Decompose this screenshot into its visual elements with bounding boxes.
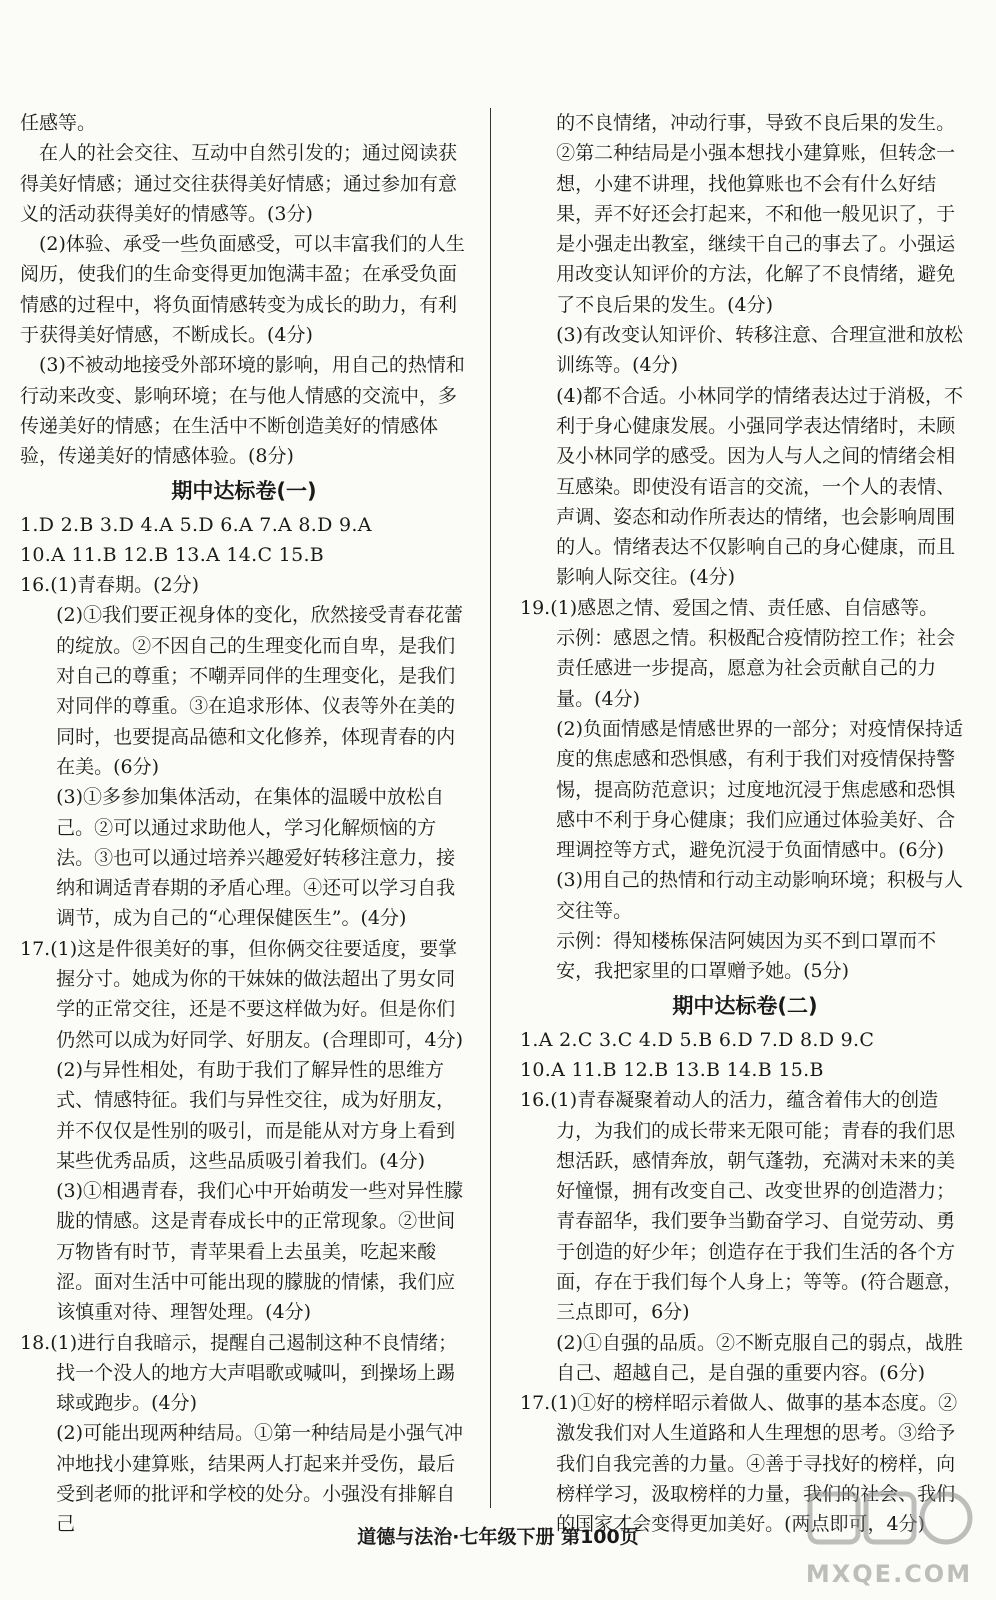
- answer-paragraph: 18.(1)进行自我暗示，提醒自己遏制这种不良情绪；找一个没人的地方大声唱歌或喊叫，到操场上踢球或跑步。(4分): [20, 1331, 458, 1415]
- watermark-text: MXQE.COM: [805, 1560, 973, 1588]
- watermark-icon: [804, 1488, 974, 1558]
- answer-paragraph: 17.(1)①好的榜样昭示着做人、做事的基本态度。②激发我们对人生道路和人生理想的思考。③给予我们自我完善的力量。④善于寻找好的榜样，向榜样学习，汲取榜样的力量，我们的社会、我们的国家才会变得更加美好。(两点即可，4分): [520, 1392, 958, 1536]
- answer-key-line: 10.A 11.B 12.B 13.A 14.C 15.B: [20, 543, 325, 566]
- answer-paragraph: 任感等。: [20, 112, 97, 134]
- answer-paragraph: (3)有改变认知评价、转移注意、合理宣泄和放松训练等。(4分): [556, 324, 964, 377]
- answer-paragraph: (3)①相遇青春，我们心中开始萌发一些对异性朦胧的情感。这是青春成长中的正常现象。②世间万物皆有时节，青苹果看上去虽美，吃起来酸涩。面对生活中可能出现的朦胧的情愫，我们应该慎重对待、理智处理。(4分): [56, 1180, 464, 1324]
- answer-paragraph: (2)体验、承受一些负面感受，可以丰富我们的人生阅历，使我们的生命变得更加饱满丰盈；在承受负面情感的过程中，将负面情感转变为成长的助力，有利于获得美好情感，不断成长。(4分): [20, 233, 465, 347]
- answer-paragraph: (3)用自己的热情和行动主动影响环境；积极与人交往等。: [556, 869, 964, 922]
- answer-paragraph: 示例：感恩之情。积极配合疫情防控工作；社会责任感进一步提高，愿意为社会贡献自己的力量。(4分): [556, 627, 956, 710]
- answer-paragraph: (2)可能出现两种结局。①第一种结局是小强气冲冲地找小建算账，结果两人打起来并受伤，最后受到老师的批评和学校的处分。小强没有排解自己: [56, 1422, 464, 1536]
- answer-paragraph: 的不良情绪，冲动行事，导致不良后果的发生。②第二种结局是小强本想找小建算账，但转念一想，小建不讲理，找他算账也不会有什么好结果，弄不好还会打起来，不和他一般见识了，于是小强走出教室，继续干自己的事去了。小强运用改变认知评价的方法，化解了不良情绪，避免了不良后果的发生。(4分): [556, 112, 956, 316]
- answer-paragraph: 16.(1)青春期。(2分): [20, 574, 200, 597]
- answer-paragraph: 19.(1)感恩之情、爱国之情、责任感、自信感等。: [520, 596, 939, 619]
- column-divider: [490, 108, 491, 1508]
- left-column: [20, 108, 468, 1540]
- answer-paragraph: (2)与异性相处，有助于我们了解异性的思维方式、情感特征。我们与异性交往，成为好朋友，并不仅仅是性别的吸引，而是能从对方身上看到某些优秀品质，这些品质吸引着我们。(4分): [56, 1058, 456, 1172]
- answer-paragraph: 17.(1)这是件很美好的事，但你俩交往要适度，要掌握分寸。她成为你的干妹妹的做法超出了男女同学的正常交往，还是不要这样做为好。但是你们仍然可以成为好同学、好朋友。(合理即可，4分): [20, 937, 464, 1051]
- answer-paragraph: 示例：得知楼栋保洁阿姨因为买不到口罩而不安，我把家里的口罩赠予她。(5分): [556, 930, 937, 983]
- section-heading: 期中达标卷(二): [672, 993, 818, 1018]
- answer-key-line: 1.D 2.B 3.D 4.A 5.D 6.A 7.A 8.D 9.A: [20, 513, 372, 536]
- answer-paragraph: 在人的社会交往、互动中自然引发的；通过阅读获得美好情感；通过交往获得美好情感；通过参加有意义的活动获得美好的情感等。(3分): [20, 142, 458, 225]
- answer-paragraph: 16.(1)青春凝聚着动人的活力，蕴含着伟大的创造力，为我们的成长带来无限可能；青春的我们思想活跃，感情奔放，朝气蓬勃，充满对未来的美好憧憬，拥有改变自己、改变世界的创造潜力；青春韶华，我们要争当勤奋学习、自觉劳动、勇于创造的好少年；创造存在于我们生活的各个方面，存在于我们每个人身上；等等。(符合题意，三点即可，6分): [520, 1089, 963, 1324]
- answer-paragraph: (2)负面情感是情感世界的一部分；对疫情保持适度的焦虑感和恐惧感，有利于我们对疫情保持警惕，提高防范意识；过度地沉浸于焦虑感和恐惧感中不利于身心健康；我们应通过体验美好、合理调控等方式，避免沉浸于负面情感中。(6分): [556, 717, 964, 862]
- answer-paragraph: (4)都不合适。小林同学的情绪表达过于消极，不利于身心健康发展。小强同学表达情绪时，未顾及小林同学的感受。因为人与人之间的情绪会相互感染。即使没有语言的交流，一个人的表情、声调、姿态和动作所表达的情绪，也会影响周围的人。情绪表达不仅影响自己的身心健康，而且影响人际交往。(4分): [556, 384, 964, 589]
- answer-key-line: 10.A 11.B 12.B 13.B 14.B 15.B: [520, 1058, 824, 1081]
- answer-key-line: 1.A 2.C 3.C 4.D 5.B 6.D 7.D 8.D 9.C: [520, 1028, 875, 1051]
- answer-paragraph: (2)①我们要正视身体的变化，欣然接受青春花蕾的绽放。②不因自己的生理变化而自卑，是我们对自己的尊重；不嘲弄同伴的生理变化，是我们对同伴的尊重。③在追求形体、仪表等外在美的同时，也要提高品德和文化修养，体现青春的内在美。(6分): [56, 604, 464, 778]
- answer-paragraph: (2)①自强的品质。②不断克服自己的弱点，战胜自己、超越自己，是自强的重要内容。(6分): [556, 1331, 964, 1384]
- right-column: [520, 108, 970, 1540]
- section-heading: 期中达标卷(一): [171, 478, 317, 503]
- answer-paragraph: (3)①多参加集体活动，在集体的温暖中放松自己。②可以通过求助他人，学习化解烦恼的方法。③也可以通过培养兴趣爱好转移注意力，接纳和调适青春期的矛盾心理。④还可以学习自我调节，成为自己的“心理保健医生”。(4分): [56, 786, 456, 930]
- answer-paragraph: (3)不被动地接受外部环境的影响，用自己的热情和行动来改变、影响环境；在与他人情感的交流中，多传递美好的情感；在生活中不断创造美好的情感体验，传递美好的情感体验。(8分): [20, 354, 465, 468]
- watermark-logo: [804, 1488, 974, 1588]
- page-footer: 道德与法治·七年级下册 第100页: [357, 1526, 639, 1548]
